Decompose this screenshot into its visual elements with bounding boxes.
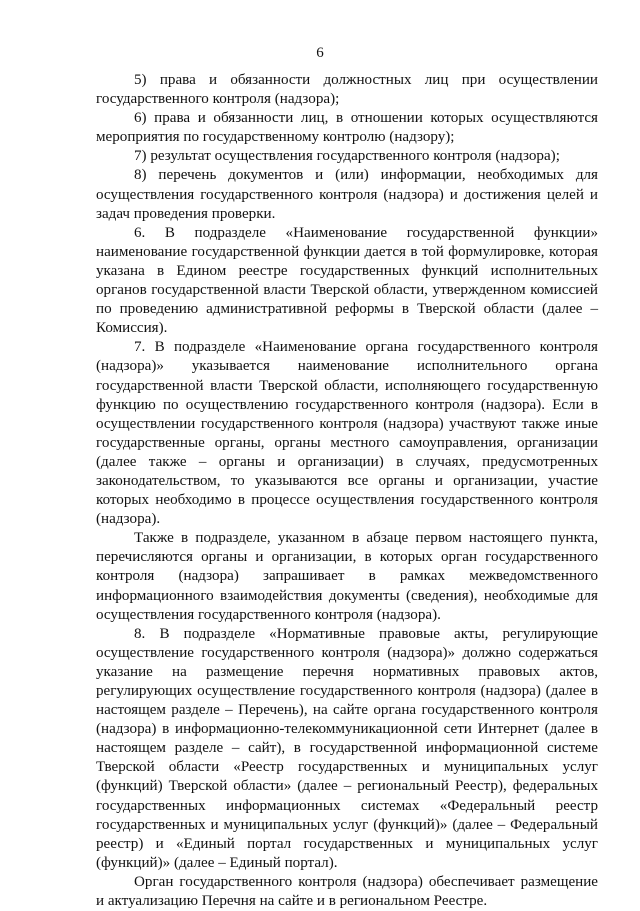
paragraph-item-7: 7) результат осуществления государственного контроля (надзора); [134, 148, 560, 165]
paragraph-point-7-continued: Также в подразделе, указанном в абзаце первом настоящего пункта, перечисляются органы и организации, в которых орган государственного контроля (надзора) запрашивает в рамках межведомственного информационного взаимодействия документы (сведения), необходимые для осуществления государственного контроля (надзора). [96, 530, 598, 623]
paragraph-point-8-continued: Орган государственного контроля (надзора) обеспечивает размещение и актуализацию Перечня на сайте и в региональном Реестре. [96, 873, 598, 910]
paragraph-item-6: 6) права и обязанности лиц, в отношении которых осуществляются мероприятия по государственному контролю (надзору); [96, 110, 598, 146]
document-body [96, 71, 598, 911]
paragraph-point-6: 6. В подразделе «Наименование государственной функции» наименование государственной функции дается в той формулировке, которая указана в Едином реестре государственных функций исполнительных органов государственной власти Тверской области, утвержденном комиссией по проведению административной реформы в Тверской области (далее – Комиссия). [96, 224, 598, 337]
paragraph-item-5: 5) права и обязанности должностных лиц при осуществлении государственного контроля (надзора); [96, 72, 598, 108]
paragraph-item-8: 8) перечень документов и (или) информации, необходимых для осуществления государственного контроля (надзора) и достижения целей и задач проведения проверки. [96, 167, 598, 222]
paragraph-point-8: 8. В подразделе «Нормативные правовые акты, регулирующие осуществление государственного контроля (надзора)» должно содержаться указание на размещение перечня нормативных правовых актов, регулирующих осуществление государственного контроля (надзора) (далее в настоящем разделе – Перечень), на сайте органа государственного контроля (надзора) в информационно-телекоммуникационной сети Интернет (далее в настоящем разделе – сайт), в государственной информационной системе Тверской области «Реестр государственных и муниципальных услуг (функций) Тверской области» (далее – региональный Реестр), федеральных государственных информационных системах «Федеральный реестр государственных и муниципальных услуг (функций)» (далее – Федеральный реестр) и «Единый портал государственных и муниципальных услуг (функций)» (далее – Единый портал). [96, 625, 598, 871]
paragraph-point-7: 7. В подразделе «Наименование органа государственного контроля (надзора)» указывается наименование исполнительного органа государственной власти Тверской области, исполняющего государственную функцию по осуществлению государственного контроля (надзора). Если в осуществлении государственного контроля (надзора) участвуют также иные государственные органы, органы местного самоуправления, организации (далее также – органы и организации) в случаях, предусмотренных законодательством, то указываются все органы и организации, участие которых необходимо в процессе осуществления государственного контроля (надзора). [96, 339, 598, 528]
page-number: 6 [316, 45, 324, 61]
